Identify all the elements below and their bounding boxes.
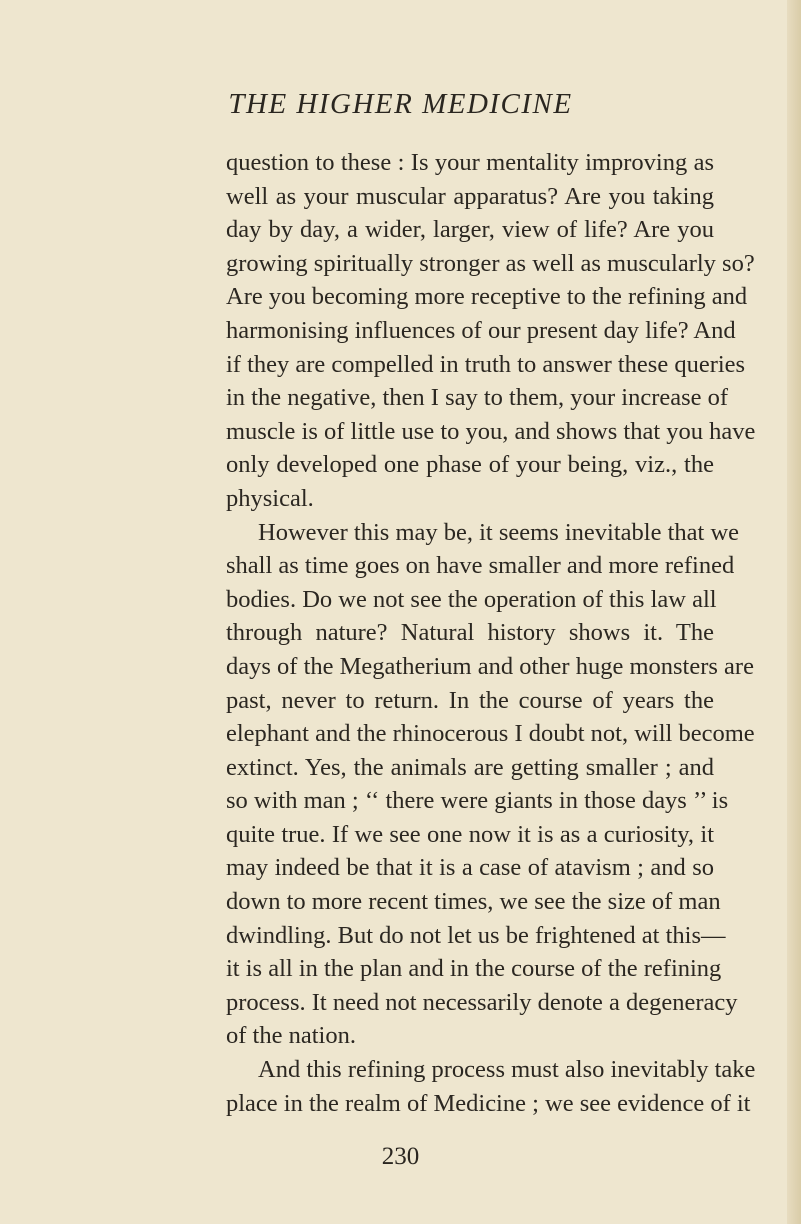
text-line: so with man ; ‘‘ there were giants in those days ’’ is xyxy=(226,787,729,815)
text-line: it is all in the plan and in the course of the refining xyxy=(226,955,722,983)
text-line: elephant and the rhinocerous I doubt not, will become xyxy=(226,720,755,748)
text-line: days of the Megatherium and other huge monsters are xyxy=(226,652,754,680)
text-line: Are you becoming more receptive to the refining and xyxy=(226,283,748,311)
text-line: bodies. Do we not see the operation of this law all xyxy=(226,585,717,613)
text-line: through nature? Natural history shows it. The xyxy=(226,619,714,647)
text-line: if they are compelled in truth to answer these queries xyxy=(226,350,746,378)
body-text xyxy=(226,146,756,1120)
text-line: However this may be, it seems inevitable that we xyxy=(258,518,740,546)
text-line: growing spiritually stronger as well as muscularly so? xyxy=(226,249,755,277)
text-line: process. It need not necessarily denote a degeneracy xyxy=(226,988,738,1016)
text-line: well as your muscular apparatus? Are you taking xyxy=(226,182,714,210)
text-line: muscle is of little use to you, and shows that you have xyxy=(226,417,756,445)
text-line: And this refining process must also inevitably take xyxy=(258,1056,756,1084)
text-line: day by day, a wider, larger, view of life? Are you xyxy=(226,216,714,244)
text-line: in the negative, then I say to them, your increase of xyxy=(226,384,729,412)
text-line: question to these : Is your mentality improving as xyxy=(226,149,714,176)
text-line: past, never to return. In the course of years the xyxy=(226,686,714,714)
text-line: down to more recent times, we see the size of man xyxy=(226,888,721,916)
page-edge-shadow xyxy=(787,0,801,1224)
text-line: dwindling. But do not let us be frightened at this— xyxy=(226,921,726,949)
text-line: shall as time goes on have smaller and more refined xyxy=(226,552,735,580)
text-line: quite true. If we see one now it is as a curiosity, it xyxy=(226,820,714,848)
text-line: of the nation. xyxy=(226,1022,356,1050)
text-line: harmonising influences of our present day life? And xyxy=(226,316,736,344)
text-line: extinct. Yes, the animals are getting smaller ; and xyxy=(226,753,714,781)
text-line: physical. xyxy=(226,484,314,512)
page-number: 230 xyxy=(381,1143,420,1170)
running-head: THE HIGHER MEDICINE xyxy=(228,88,573,120)
text-line: only developed one phase of your being, viz., the xyxy=(226,451,714,479)
text-line: may indeed be that it is a case of atavism ; and so xyxy=(226,854,714,882)
text-line: place in the realm of Medicine ; we see evidence of it xyxy=(226,1089,751,1117)
